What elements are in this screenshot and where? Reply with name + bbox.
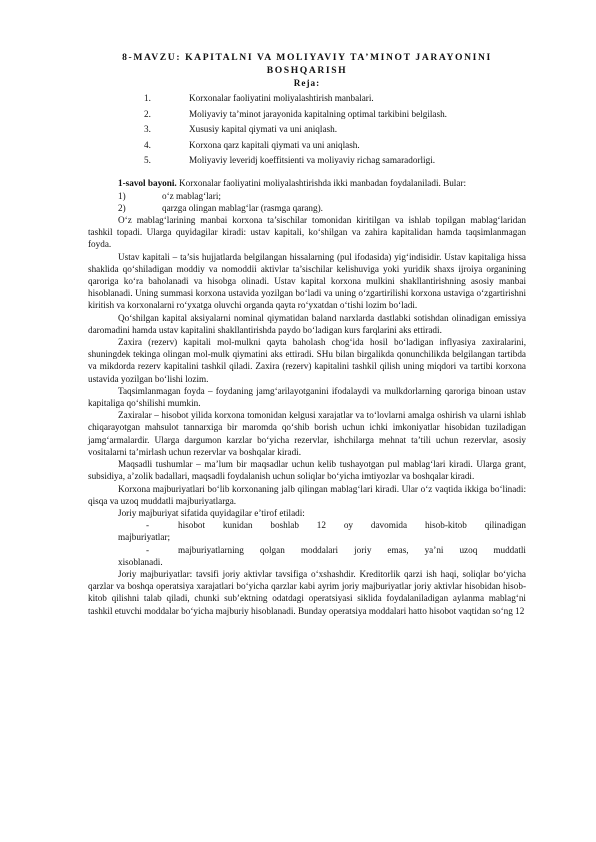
body-paragraph: Korxona majburiyatlari bo‘lib korxonaning jalb qilingan mablag‘lari kiradi. Ular o‘z vaqtida ikkiga bo‘linadi: qisqa va uzoq muddatli majburiyatlarga. <box>88 483 526 506</box>
dash-item-text: hisobot kunidan boshlab 12 oy davomida hisob-kitob qilinadigan <box>178 520 526 531</box>
body-paragraph: Joriy majburiyatlar: tavsifi joriy aktivlar tavsifiga o‘xshashdir. Kreditorlik qarzi ish haqi, soliqlar bo‘yicha qarzlar va boshqa operatsiya xarajatlari bo‘yicha qarzlar kabi ayrim joriy majburiyatlar joriy aktivlar hisobidan hisob-kitob qilishni talab qiladi, chunki sub’ektning odatdagi operatsiyasi siklida foydalaniladigan aylanma mablag‘ni tashkil etuvchi moddalar bo‘yicha majburiy hisoblanadi. Bunday operatsiya moddalari hatto hisobot vaqtidan so‘ng 12 <box>88 568 526 616</box>
dash-marker: - <box>146 544 150 555</box>
source-item <box>88 190 526 202</box>
source-item-text: qarzga olingan mablag‘lar (rasmga qarang). <box>162 202 323 213</box>
body-paragraph: Qo‘shilgan kapital aksiyalarni nominal qiymatidan baland narxlarda dastlabki sotishdan olinadigan emissiya daromadini hamda ustav kapitalini shakllantirishda paydo bo‘ladigan kurs farqlarini aks ettiradi. <box>88 312 526 335</box>
plan-item-number: 2. <box>144 108 151 119</box>
dash-item-text: majburiyatlarning qolgan moddalari joriy emas, ya’ni uzoq muddatli <box>178 544 526 555</box>
body-paragraph: Taqsimlanmagan foyda – foydaning jamg‘arilayotganini ifodalaydi va mulkdorlarning qaroriga binoan ustav kapitaliga qo‘shilishi mumkin. <box>88 385 526 409</box>
body-paragraph: Zaxira (rezerv) kapitali mol-mulkni qayta baholash chog‘ida hosil bo‘ladigan inflyasiya zaxiralarini, shuningdek tekinga olingan mol-mulk qiymatini aks ettiradi. SHu bilan birgalikda qonunchilikda belgilangan tartibda va mikdorda rezerv kapitalini tashkil qiladi. Zaxira (rezerv) kapitalini tashkil qilish uning miqdori va tartibi korxona ustavida yozilgan bo‘lishi lozim. <box>88 337 526 384</box>
source-item <box>88 202 526 214</box>
plan-item-number: 4. <box>144 139 151 150</box>
plan-list <box>88 91 526 168</box>
dash-item <box>88 519 526 531</box>
plan-item-number: 1. <box>144 93 151 104</box>
dash-item-continuation: xisoblanadi. <box>118 556 163 567</box>
document-title: 8-MAVZU: KAPITALNI VA MOLIYAVIY TA’MINOT JARAYONINI BOSHQARISH <box>122 52 492 76</box>
body-paragraph: Joriy majburiyat sifatida quyidagilar e’tirof etiladi: <box>118 507 305 518</box>
intro-text: Korxonalar faoliyatini moliyalashtirishda ikki manbadan foydalaniladi. Bular: <box>176 178 467 189</box>
plan-item <box>88 153 526 168</box>
document-page <box>88 52 526 617</box>
body-paragraph: Zaxiralar – hisobot yilida korxona tomonidan kelgusi xarajatlar va to‘lovlarni amalga oshirish va ularni ishlab chiqarayotgan mahsulot tannarxiga bir maromda qo‘shib borish uchun ichki imkoniyatlar hisobidan tuziladigan jamg‘armalardir. Ularga dargumon karzlar bo‘yicha rezervlar, ishchilarga mehnat ta’tili uchun rezervlar, asosiy vositalarni ta’mirlash uchun rezervlar va boshqalar kiradi. <box>88 410 526 457</box>
source-item-text: o‘z mablag‘lari; <box>162 190 221 201</box>
body-paragraph: O‘z mablag‘larining manbai korxona ta’sischilar tomonidan kiritilgan va ishlab topilgan mablag‘laridan tashkil topadi. Ularga quyidagilar kiradi: ustav kapitali, ko‘shilgan va zahira kapitalidan hamda taqsimlanmagan foyda. <box>88 215 526 250</box>
plan-item <box>88 91 526 106</box>
plan-item-text: Moliyaviy ta’minot jarayonida kapitalning optimal tarkibini belgilash. <box>189 108 447 119</box>
plan-item-text: Xususiy kapital qiymati va uni aniqlash. <box>189 124 338 135</box>
dash-item <box>88 544 526 556</box>
plan-item-text: Korxona qarz kapitali qiymati va uni aniqlash. <box>189 139 360 150</box>
plan-item-text: Korxonalar faoliyatini moliyalashtirish manbalari. <box>189 93 374 104</box>
intro-paragraph <box>88 177 526 189</box>
source-item-number: 1) <box>118 190 126 201</box>
plan-heading: Reja: <box>293 78 321 89</box>
plan-item <box>88 138 526 153</box>
source-item-number: 2) <box>118 202 126 213</box>
plan-item <box>88 107 526 122</box>
intro-bold: 1-savol bayoni. <box>118 178 177 189</box>
dash-item-continuation: majburiyatlar; <box>118 532 171 543</box>
plan-item-text: Moliyaviy leveridj koeffitsienti va moliyaviy richag samaradorligi. <box>189 155 436 166</box>
plan-item-number: 3. <box>144 124 151 135</box>
body-paragraph: Ustav kapitali – ta’sis hujjatlarda belgilangan hissalarning (pul ifodasida) yig‘indisidir. Ustav kapitaliga hissa shaklida qo‘shiladigan moddiy va nomoddii aktivlar ta’sischilar kelishuviga yoki yuridik shaxs ijroiya organining qaroriga ko‘ra baholanadi va hisobga olinadi. Ustav kapital korxona mulkini shakllantirishning asosiy manbai hisoblanadi. Uning summasi korxona ustavida yozilgan bo‘ladi va uning o‘zgartirilishi korxona ustaviga o‘zgartirishni kiritish va korxonalarni ro‘yxatga oluvchi organda qayta ro‘yxatdan o‘tishi lozim bo‘ladi. <box>88 251 526 311</box>
plan-item-number: 5. <box>144 155 151 166</box>
plan-item <box>88 122 526 137</box>
body-paragraph: Maqsadli tushumlar – ma’lum bir maqsadlar uchun kelib tushayotgan pul mablag‘lari kiradi. Ularga grant, subsidiya, a’zolik badallari, maqsadli foydalanish uchun soliqlar bo‘yicha imtiyozlar va boshqalar kiradi. <box>88 459 526 482</box>
dash-marker: - <box>146 520 150 531</box>
